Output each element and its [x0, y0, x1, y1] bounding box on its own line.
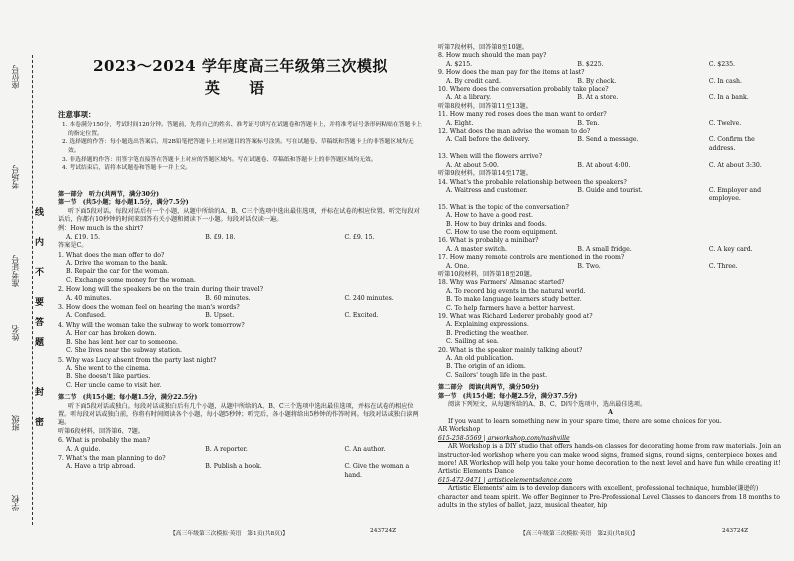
option: C. Twelve.	[708, 119, 742, 127]
ar-workshop-contact: 615-258-5569 | arworkshop.com/nashville	[438, 434, 570, 442]
option: A. Call before the delivery.	[446, 136, 530, 144]
note-item: 3. 非选择题的作答：用签字笔直接答在答题卡上对应的答题区域内。写在试题卷、草稿纸和答题卡上的非答题区域均无效。	[62, 156, 377, 163]
reading-instructions: 阅读下列短文，从每题所给的A、B、C、D四个选项中，选出最佳选项。	[448, 401, 647, 409]
option: C. $235.	[708, 60, 736, 68]
note-item: 1. 本卷满分150分，考试时间120分钟。答题前，先将自己的姓名、准考证号填写在试题卷和答题卡上，并将准考证号条形码粘贴在答题卡上的指定位置。	[62, 122, 422, 137]
question-20: 20. What is the speaker mainly talking about?	[438, 346, 583, 354]
fold-char: 题	[35, 338, 45, 348]
option: A. One.	[446, 262, 470, 270]
option: A. Drive the woman to the bank.	[66, 260, 168, 268]
option: C. Employer and employee.	[708, 186, 762, 203]
question-17: 17. How many remote controls are mentioned in the room?	[438, 254, 625, 262]
question-7-options	[58, 463, 423, 480]
option: C. In a bank.	[708, 94, 749, 102]
option: C. Sailing at sea.	[446, 338, 499, 346]
artistic-elements-body: Artistic Elements' aim is to develop dancers with excellent, professional technique, humble(谦逊的) character and team spirit. We offer Beginner to Pre-Professional Level Classes to dancers from 18 months to adults in the styles of ballet, jazz, musical theater, hip	[438, 485, 781, 509]
question-2-options	[58, 295, 423, 303]
option: B. Guide and tourist.	[577, 186, 643, 194]
fold-char: 密	[35, 418, 45, 428]
option: B. How to buy drinks and foods.	[446, 220, 547, 228]
option: B. Send a message.	[577, 136, 639, 144]
option: A. £19. 15.	[66, 233, 100, 241]
question-18: 18. Why was Farmers' Almanac started?	[438, 279, 565, 287]
option: C. 240 minutes.	[344, 294, 394, 302]
option: C. An author.	[344, 445, 386, 453]
option: A. At about 5:00.	[446, 161, 499, 169]
option: A. Waitress and customer.	[446, 186, 528, 194]
question-9: 9. How does the man pay for the items at last?	[438, 69, 585, 77]
option: B. Predicting the weather.	[446, 329, 529, 337]
example-question: 例：How much is the shirt?	[58, 225, 144, 233]
part2-heading: 第二部分 阅读(共两节，满分50分)	[438, 384, 540, 392]
question-14: 14. What's the probable relationship between the speakers?	[438, 178, 627, 186]
option: A. Explaining expressions.	[446, 321, 529, 329]
option: C. Sailors' tough life in the past.	[446, 371, 548, 379]
passage-10-note: 听第10段材料，回答第18至20题。	[438, 270, 536, 278]
page-2	[438, 44, 783, 510]
option: C. How to use the room equipment.	[446, 228, 558, 236]
question-13: 13. When will the flowers arrive?	[438, 153, 543, 161]
question-3: 3. How does the woman feel on hearing the man's words?	[58, 304, 240, 312]
class-field-label: 班级	[11, 415, 20, 431]
exam-id-field-label: 准考证号	[11, 255, 20, 287]
question-2: 2. How long will the speakers be on the train during their travel?	[58, 286, 264, 294]
artistic-elements-contact: 615-472-9471 | artisticelementsdance.com	[438, 476, 573, 484]
question-12: 12. What does the man advise the woman to do?	[438, 128, 591, 136]
binding-margin	[8, 55, 46, 525]
notes-block	[58, 111, 423, 173]
option: C. A key card.	[708, 245, 753, 253]
option: C. Three.	[708, 262, 738, 270]
page-1-code: 243724Z	[370, 528, 397, 534]
option: A. Have a trip abroad.	[66, 463, 136, 471]
subject-title: 英 语	[204, 79, 277, 98]
option: B. 60 minutes.	[205, 294, 251, 302]
question-13-options	[438, 162, 783, 170]
passage-8-note: 听第8段材料，回答第11至13题。	[438, 102, 532, 110]
question-9-options	[438, 78, 783, 86]
artistic-elements-title: Artistic Elements Dance	[438, 468, 515, 476]
seat-field-label: 座位号	[11, 65, 20, 89]
option: B. A reporter.	[205, 445, 248, 453]
note-item: 2. 选择题的作答：每小题选出答案后，用2B铅笔把答题卡上对应题目的答案标号涂黑。写在试题卷、草稿纸和答题卡上的非答题区域均无效。	[62, 139, 414, 154]
question-7: 7. What's the man planning to do?	[58, 454, 166, 462]
question-1: 1. What does the man offer to do?	[58, 251, 165, 259]
question-11-options	[438, 120, 783, 128]
option: B. Ten.	[577, 119, 600, 127]
question-17-options	[438, 263, 783, 271]
note-item: 4. 考试结束后，请将本试题卷和答题卡一并上交。	[62, 165, 192, 172]
fold-line	[32, 55, 33, 525]
option: A. A master switch.	[446, 245, 507, 253]
option: B. By check.	[577, 77, 617, 85]
question-10: 10. Where does the conversation probably take place?	[438, 86, 609, 94]
reading-section1-heading: 第一节 (共15小题；每小题2.5分，满分37.5分)	[438, 392, 578, 400]
example-options	[58, 234, 423, 242]
option: B. Publish a book.	[205, 463, 262, 471]
option: C. In cash.	[708, 77, 742, 85]
passage-6-note: 听第6段材料，回答第6、7题。	[58, 427, 145, 435]
question-10-options	[438, 94, 783, 102]
question-5: 5. Why was Lucy absent from the party last night?	[58, 356, 217, 364]
option: A. Her car has broken down.	[66, 330, 157, 338]
option: B. To make language learners study better.	[446, 296, 582, 304]
question-16-options	[438, 246, 783, 254]
option: B. Two.	[577, 262, 601, 270]
option: B. At a store.	[577, 94, 619, 102]
page-1	[58, 40, 423, 480]
option: A. Eight.	[446, 119, 474, 127]
ar-workshop-title: AR Workshop	[438, 426, 481, 434]
question-8: 8. How much should the man pay?	[438, 52, 547, 60]
option: C. Give the woman a hand.	[344, 463, 410, 479]
question-8-options	[438, 61, 783, 69]
question-4: 4. Why will the woman take the subway to work tomorrow?	[58, 321, 245, 329]
option: A. How to have a good rest.	[446, 212, 534, 220]
option: A. An old publication.	[446, 355, 514, 363]
option: C. £9. 15.	[344, 233, 375, 241]
option: C. At about 3:30.	[708, 161, 762, 169]
question-6: 6. What is probably the man?	[58, 437, 151, 445]
option: B. Upset.	[205, 312, 235, 320]
notes-heading: 注意事项：	[58, 109, 96, 119]
passage-intro: If you want to learn something new in your spare time, there are some choices for you.	[448, 417, 722, 425]
ar-workshop-body: AR Workshop is a DIY studio that offers hands-on classes for decorating home from raw materials. Join an instructor-led workshop where you can make wood signs, framed signs, round signs, centerpiece boxes and more! AR Workshop will help you take your home decoration to the next level and have fun while creating it!	[438, 443, 782, 467]
option: A. A guide.	[66, 445, 101, 453]
option: B. Repair the car for the woman.	[66, 268, 170, 276]
option: B. She has lent her car to someone.	[66, 338, 178, 346]
page-1-footer: 【高三年级第三次模拟·英语 第1页(共8页)】	[170, 531, 289, 537]
fold-char: 答	[35, 318, 45, 328]
question-12-options	[438, 136, 783, 153]
fold-char: 要	[35, 298, 45, 308]
section2-heading: 第二节 (共15小题；每小题1.5分，满分22.5分)	[58, 394, 198, 402]
option: B. £9. 18.	[205, 233, 236, 241]
section2-instructions: 听下面5段对话或独白。每段对话或独白后有几个小题，从题中所给的A、B、C三个选项中选出最佳选项，并标在试卷的相应位置。听每段对话或独白前，你将有时间阅读各个小题，每小题5秒钟；听完后，各小题将给出5秒钟的作答时间。每段对话或独白读两遍。	[58, 402, 419, 427]
option: A. To record big events in the natural world.	[446, 287, 586, 295]
option: B. The origin of an idiom.	[446, 363, 526, 371]
question-15: 15. What is the topic of the conversation?	[438, 203, 569, 211]
question-3-options	[58, 312, 423, 320]
option: C. Exchange some money for the woman.	[66, 276, 196, 284]
page-2-footer: 【高三年级第三次模拟·英语 第2页(共8页)】	[520, 531, 639, 537]
school-field-label: 学校	[11, 495, 20, 511]
section1-instructions: 听下面5段对话。每段对话后有一个小题，从题中所给的A、B、C三个选项中选出最佳选项，并标在试卷的相应位置。听完每段对话后，你都有10秒钟的时间来回答有关小题和阅读下一小题。每段对话仅读一遍。	[58, 207, 420, 223]
option: C. She lives near the subway station.	[66, 347, 182, 355]
option: B. A small fridge.	[577, 245, 632, 253]
option: A. By credit card.	[446, 77, 501, 85]
passage-7-note: 听第7段材料，回答第8至10题。	[438, 44, 528, 51]
page-2-code: 243724Z	[722, 528, 749, 534]
option: A. $215.	[446, 60, 473, 68]
example-answer: 答案是C。	[58, 242, 88, 250]
question-11: 11. How many red roses does the man want to order?	[438, 111, 607, 119]
option: A. Confused.	[66, 312, 106, 320]
option: C. To help farmers have a better harvest.	[446, 304, 575, 312]
option: B. She doesn't like parties.	[66, 373, 151, 381]
name-field-label: 姓名	[11, 325, 20, 341]
option: C. Her uncle came to visit her.	[66, 381, 162, 389]
option: A. 40 minutes.	[66, 294, 112, 302]
section1-heading: 第一节 (共5小题；每小题1.5分，满分7.5分)	[58, 199, 189, 207]
option: C. Excited.	[344, 312, 379, 320]
passage-letter: A	[608, 409, 613, 417]
passage-9-note: 听第9段材料，回答第14至17题。	[438, 170, 532, 178]
fold-char: 不	[35, 268, 45, 278]
option: B. At about 4:00.	[577, 161, 631, 169]
exam-title: 2023～2024 学年度高三年级第三次模拟	[93, 57, 388, 75]
option: B. $225.	[577, 60, 604, 68]
question-14-options	[438, 187, 783, 204]
question-6-options	[58, 446, 423, 454]
option: C. Confirm the address.	[708, 136, 755, 152]
room-field-label: 考场号	[11, 165, 20, 189]
question-16: 16. What is probably a minibar?	[438, 237, 539, 245]
fold-char: 封	[35, 388, 45, 398]
fold-char: 线	[35, 208, 45, 218]
fold-char: 内	[35, 238, 45, 248]
option: A. She went to the cinema.	[66, 364, 151, 372]
part1-heading: 第一部分 听力(共两节，满分30分)	[58, 190, 160, 198]
option: A. At a library.	[446, 94, 492, 102]
question-19: 19. What was Richard Lederer probably good at?	[438, 313, 593, 320]
